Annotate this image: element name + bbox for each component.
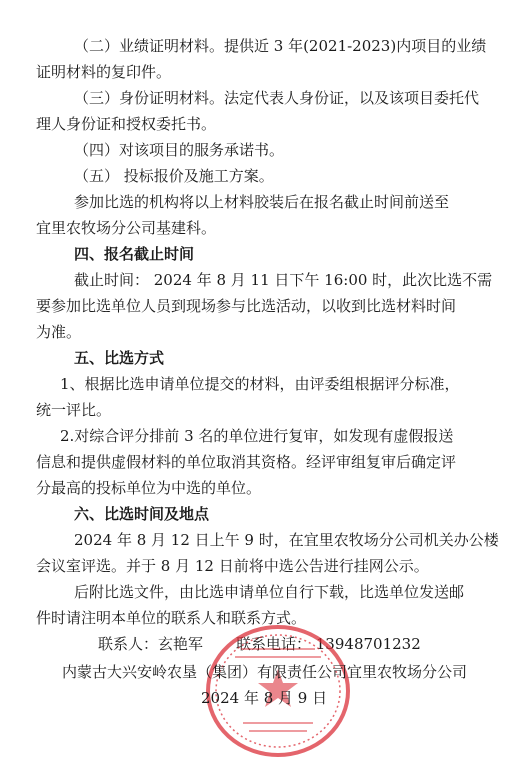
paragraph-line: 统一评比。 — [36, 401, 112, 419]
contact-person: 联系人：玄艳军 — [98, 635, 204, 653]
document-date: 2024 年 8 月 9 日 — [201, 689, 328, 707]
paragraph-line: 要参加比选单位人员到现场参与比选活动，以收到比选材料时间 — [36, 297, 457, 315]
paragraph-line: 2024 年 8 月 12 日上午 9 时，在宜里农牧场分公司机关办公楼 — [74, 531, 499, 549]
paragraph-line: （五） 投标报价及施工方案。 — [74, 167, 274, 185]
section-heading: 五、比选方式 — [74, 349, 165, 367]
paragraph-line: （二）业绩证明材料。提供近 3 年(2021-2023)内项目的业绩 — [74, 37, 487, 55]
paragraph-line: 截止时间： 2024 年 8 月 11 日下午 16:00 时，此次比选不需 — [74, 271, 493, 289]
section-heading: 四、报名截止时间 — [74, 245, 195, 263]
paragraph-line: 信息和提供虚假材料的单位取消其资格。经评审组复审后确定评 — [36, 453, 457, 471]
paragraph-line: 1、根据比选申请单位提交的材料，由评委组根据评分标准， — [60, 375, 460, 393]
paragraph-line: 参加比选的机构将以上材料胶装后在报名截止时间前送至 — [74, 193, 450, 211]
company-name: 内蒙古大兴安岭农垦（集团）有限责任公司宜里农牧场分公司 — [62, 663, 468, 681]
paragraph-line: 为准。 — [36, 323, 82, 341]
paragraph-line: （四）对该项目的服务承诺书。 — [74, 141, 285, 159]
paragraph-line: 理人身份证和授权委托书。 — [36, 115, 217, 133]
paragraph-line: 分最高的投标单位为中选的单位。 — [36, 479, 262, 497]
paragraph-line: 证明材料的复印件。 — [36, 63, 172, 81]
paragraph-line: （三）身份证明材料。法定代表人身份证，以及该项目委托代 — [74, 89, 480, 107]
section-heading: 六、比选时间及地点 — [74, 505, 210, 523]
paragraph-line: 2.对综合评分排前 3 名的单位进行复审，如发现有虚假报送 — [60, 427, 454, 445]
paragraph-line: 后附比选文件，由比选申请单位自行下载，比选单位发送邮 — [74, 583, 465, 601]
paragraph-line: 件时请注明本单位的联系人和联系方式。 — [36, 609, 307, 627]
contact-phone: 联系电话： 13948701232 — [236, 635, 421, 653]
paragraph-line: 宜里农牧场分公司基建科。 — [36, 219, 217, 237]
paragraph-line: 会议室评选。并于 8 月 12 日前将中选公告进行挂网公示。 — [36, 557, 429, 575]
